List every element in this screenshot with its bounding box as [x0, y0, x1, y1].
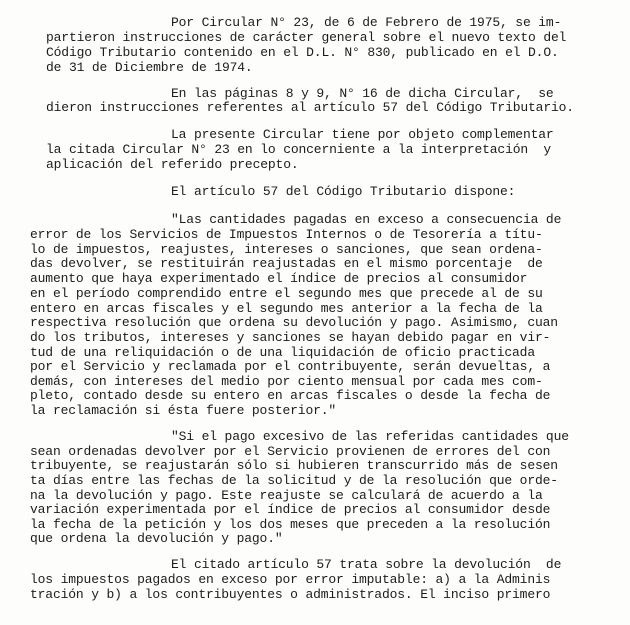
- quote-1-line-3: lo de impuestos, reajustes, intereses o sanciones, que sean ordena-: [30, 242, 543, 257]
- quote-2-line-2: sean ordenadas devolver por el Servicio provienen de errores del con: [30, 444, 551, 459]
- quote-2-line-4: ta días entre las fechas de la solicitud y de la resolución que orde-: [30, 473, 558, 488]
- quote-1-line-7: entero en arcas fiscales y el segundo mes anterior a la fecha de la: [30, 301, 543, 316]
- quote-2-line-1: "Si el pago excesivo de las referidas cantidades que: [171, 429, 569, 444]
- quote-1-line-11: por el Servicio y reclamada por el contribuyente, serán devueltas, a: [30, 359, 551, 374]
- paragraph-7-line-1: El citado artículo 57 trata sobre la devolución de: [171, 557, 562, 572]
- quote-2-line-7: la fecha de la petición y los dos meses que preceden a la resolución: [30, 517, 551, 532]
- paragraph-1-line-1: Por Circular N° 23, de 6 de Febrero de 1975, se im-: [171, 15, 562, 30]
- paragraph-7-line-3: tración y b) a los contribuyentes o administrados. El inciso primero: [30, 587, 551, 602]
- paragraph-2-line-2: dieron instrucciones referentes al artículo 57 del Código Tributario.: [46, 100, 574, 115]
- quote-1-line-2: error de los Servicios de Impuestos Internos o de Tesorería a títu-: [30, 227, 543, 242]
- quote-1-line-14: la reclamación si ésta fuere posterior.": [30, 403, 337, 418]
- paragraph-1-line-2: partieron instrucciones de carácter general sobre el nuevo texto del: [46, 30, 567, 45]
- paragraph-3-line-1: La presente Circular tiene por objeto complementar: [171, 127, 554, 142]
- quote-2-line-5: na la devolución y pago. Este reajuste se calculará de acuerdo a la: [30, 488, 543, 503]
- quote-1-line-4: das devolver, se restituirán reajustadas en el mismo porcentaje de: [30, 256, 543, 271]
- paragraph-1-line-3: Código Tributario contenido en el D.L. N° 830, publicado en el D.O.: [46, 45, 559, 60]
- quote-1-line-8: respectiva resolución que ordena su devolución y pago. Asimismo, cuan: [30, 315, 558, 330]
- quote-1-line-12: demás, con intereses del medio por ciento mensual por cada mes com-: [30, 374, 543, 389]
- quote-1-line-10: tud de una reliquidación o de una liquidación de oficio practicada: [30, 345, 535, 360]
- quote-1-line-1: "Las cantidades pagadas en exceso a consecuencia de: [171, 212, 562, 227]
- quote-1-line-13: pleto, contado desde su entero en arcas fiscales o desde la fecha de: [30, 388, 551, 403]
- quote-2-line-3: tribuyente, se reajustarán sólo si hubieren transcurrido más de sesen: [30, 458, 558, 473]
- paragraph-3-line-3: aplicación del referido precepto.: [46, 157, 299, 172]
- quote-1-line-9: do los tributos, intereses y sanciones se hayan debido pagar en vir-: [30, 330, 551, 345]
- quote-1-line-6: en el período comprendido entre el segundo mes que precede al de su: [30, 286, 543, 301]
- paragraph-2-line-1: En las páginas 8 y 9, N° 16 de dicha Circular, se: [171, 86, 554, 101]
- paragraph-7-line-2: los impuestos pagados en exceso por error imputable: a) a la Adminis: [30, 572, 551, 587]
- paragraph-1-line-4: de 31 de Diciembre de 1974.: [46, 60, 253, 75]
- paragraph-4-line-1: El artículo 57 del Código Tributario dispone:: [171, 184, 516, 199]
- paragraph-3-line-2: la citada Circular N° 23 en lo concerniente a la interpretación y: [46, 142, 551, 157]
- quote-2-line-8: que ordena la devolución y pago.": [30, 531, 283, 546]
- quote-1-line-5: aumento que haya experimentado el índice de precios al consumidor: [30, 271, 528, 286]
- quote-2-line-6: variación experimentada por el índice de precios al consumidor desde: [30, 502, 551, 517]
